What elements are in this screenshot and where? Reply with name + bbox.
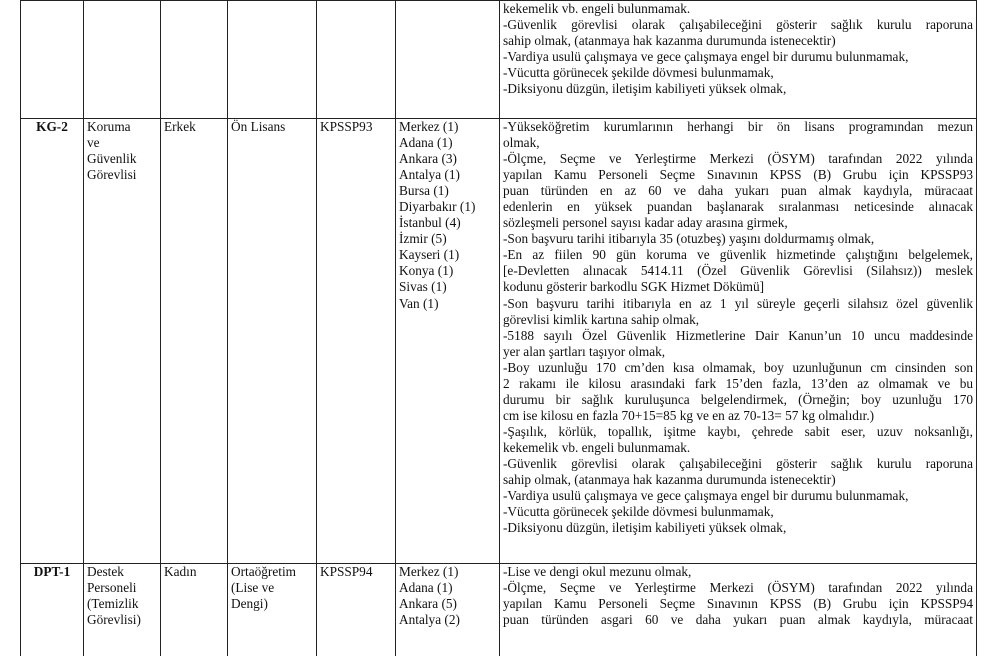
gender-cell (161, 119, 228, 564)
condition-line: -Vardiya usulü çalışmaya ve gece çalışmaya engel bir durumu bulunmamak, (503, 488, 909, 504)
education-line: (Lise ve (231, 580, 275, 596)
city-quota-item: Van (1) (399, 295, 439, 311)
position-title-cell (84, 1, 161, 119)
condition-line: puan türünden en az 60 ve daha yukarı puan almak kaydıyla, müracaat (503, 183, 973, 199)
city-quota-item: Sivas (1) (399, 279, 447, 295)
condition-line: -5188 sayılı Özel Güvenlik Hizmetlerine Dair Kanun’un 10 uncu maddesinde (503, 327, 973, 343)
condition-line: -Diksiyonu düzgün, iletişim kabiliyeti yüksek olmak, (503, 520, 787, 536)
conditions-cell (500, 119, 977, 564)
position-title-line: Destek (87, 564, 124, 579)
city-quota-item: Antalya (1) (399, 167, 460, 183)
condition-line: cm ise kilosu en fazla 70+15=85 kg ve en az 70-13= 57 kg olmalıdır.) (503, 407, 875, 423)
education-cell (228, 1, 317, 119)
position-title-line: ve (87, 135, 100, 151)
position-code: DPT-1 (33, 564, 71, 579)
condition-line: sahip olmak, (atanmaya hak kazanma durumunda istenecektir) (503, 472, 836, 488)
city-quota-item: Diyarbakır (1) (399, 199, 476, 215)
gender-cell (161, 564, 228, 656)
condition-line: kekemelik vb. engeli bulunmamak. (503, 1, 691, 16)
city-quota-item: Merkez (1) (399, 564, 459, 579)
condition-line: görevlisi kimlik kartına sahip olmak, (503, 311, 700, 327)
condition-line: -Şaşılık, körlük, topallık, işitme kaybı, çehrede sabit eser, uzuv noksanlığı, (503, 423, 973, 439)
condition-line: kodunu gösterir barkodlu SGK Hizmet Dökümü] (503, 279, 765, 295)
conditions-cell (500, 1, 977, 119)
condition-line: sahip olmak, (atanmaya hak kazanma durumunda istenecektir) (503, 33, 836, 49)
city-quota-item: Merkez (1) (399, 119, 459, 134)
condition-line: kekemelik vb. engeli bulunmamak. (503, 439, 691, 455)
city-quota-item: Adana (1) (399, 580, 453, 596)
city-quota-item: Bursa (1) (399, 183, 449, 199)
condition-line: -Vücutta görünecek şekilde dövmesi bulunmamak, (503, 65, 774, 81)
table-row (21, 119, 977, 564)
condition-line: puan türünden asgari 60 ve daha yukarı puan almak kaydıyla, müracaat (503, 612, 973, 628)
position-code: KG-2 (36, 119, 68, 134)
city-quota-item: İzmir (5) (399, 231, 447, 247)
position-title-line: Görevlisi) (87, 612, 141, 628)
condition-line: -Vardiya usulü çalışmaya ve gece çalışmaya engel bir durumu bulunmamak, (503, 49, 909, 65)
condition-line: -Lise ve dengi okul mezunu olmak, (503, 564, 692, 579)
city-quota-cell (396, 564, 500, 656)
city-quota-cell (396, 119, 500, 564)
position-title-line: Güvenlik (87, 151, 137, 167)
condition-line: olmak, (503, 135, 540, 151)
condition-line: -Ölçme, Seçme ve Yerleştirme Merkezi (ÖSYM) tarafından 2022 yılında (503, 580, 973, 596)
score-type-value: KPSSP94 (320, 564, 373, 579)
table-row (21, 564, 977, 656)
condition-line: [e-Devletten alınacak 5414.11 (Özel Güvenlik Görevlisi (Silahsız)) meslek (503, 263, 973, 279)
gender-value: Erkek (164, 119, 196, 134)
position-code-cell (21, 564, 84, 656)
condition-line: yer alan şartları taşıyor olmak, (503, 343, 666, 359)
position-title-line: (Temizlik (87, 596, 139, 612)
condition-line: edenlerin en yüksek puandan başlanarak sıralanması neticesinde alınacak (503, 199, 973, 215)
position-code-cell (21, 1, 84, 119)
conditions-cell (500, 564, 977, 656)
city-quota-item: İstanbul (4) (399, 215, 461, 231)
position-title-line: Görevlisi (87, 167, 137, 183)
condition-line: durumu bir sağlık kuruluşunca belgelendirmek, (Örneğin; boy uzunluğu 170 (503, 391, 973, 407)
condition-line: -En az fiilen 90 gün koruma ve güvenlik hizmetinde çalıştığını belgelemek, (503, 247, 973, 263)
gender-value: Kadın (164, 564, 197, 579)
score-type-cell (317, 1, 396, 119)
city-quota-item: Ankara (5) (399, 596, 457, 612)
city-quota-item: Antalya (2) (399, 612, 460, 628)
condition-line: -Güvenlik görevlisi olarak çalışabileceğini gösterir sağlık kurulu raporuna (503, 17, 973, 33)
condition-line: 2 rakamı ile kilosu arasındaki fark 15’den fazla, 13’den az olmamak ve bu (503, 375, 973, 391)
score-type-value: KPSSP93 (320, 119, 373, 134)
position-title-cell (84, 119, 161, 564)
condition-line: -Güvenlik görevlisi olarak çalışabileceğini gösterir sağlık kurulu raporuna (503, 455, 973, 471)
education-cell (228, 119, 317, 564)
city-quota-item: Konya (1) (399, 263, 454, 279)
city-quota-cell (396, 1, 500, 119)
score-type-cell (317, 564, 396, 656)
city-quota-item: Ankara (3) (399, 151, 457, 167)
condition-line: -Son başvuru tarihi itibarıyla 35 (otuzbeş) yaşını doldurmamış olmak, (503, 231, 875, 247)
condition-line: -Son başvuru tarihi itibarıyla en az 1 yıl süreyle geçerli silahsız özel güvenlik (503, 295, 973, 311)
city-quota-item: Adana (1) (399, 135, 453, 151)
condition-line: -Vücutta görünecek şekilde dövmesi bulunmamak, (503, 504, 774, 520)
position-code-cell (21, 119, 84, 564)
condition-line: sözleşmeli personel sayısı kadar aday arasına girmek, (503, 215, 788, 231)
city-quota-item: Kayseri (1) (399, 247, 460, 263)
education-line: Dengi) (231, 596, 268, 612)
gender-cell (161, 1, 228, 119)
positions-table (20, 0, 977, 656)
condition-line: yapılan Kamu Personeli Seçme Sınavının KPSS (B) Grubu için KPSSP93 (503, 167, 973, 183)
education-line: Ortaöğretim (231, 564, 296, 579)
condition-line: -Boy uzunluğu 170 cm’den kısa olmamak, boy uzunluğunun cm cinsinden son (503, 359, 973, 375)
table-row (21, 1, 977, 119)
condition-line: -Diksiyonu düzgün, iletişim kabiliyeti yüksek olmak, (503, 81, 787, 97)
condition-line: -Ölçme, Seçme ve Yerleştirme Merkezi (ÖSYM) tarafından 2022 yılında (503, 151, 973, 167)
education-line: Ön Lisans (231, 119, 286, 134)
position-title-cell (84, 564, 161, 656)
position-title-line: Personeli (87, 580, 137, 596)
table-body (21, 1, 977, 656)
score-type-cell (317, 119, 396, 564)
education-cell (228, 564, 317, 656)
condition-line: yapılan Kamu Personeli Seçme Sınavının KPSS (B) Grubu için KPSSP94 (503, 596, 973, 612)
position-title-line: Koruma (87, 119, 131, 134)
condition-line: -Yükseköğretim kurumlarının herhangi bir ön lisans programından mezun (503, 119, 973, 134)
